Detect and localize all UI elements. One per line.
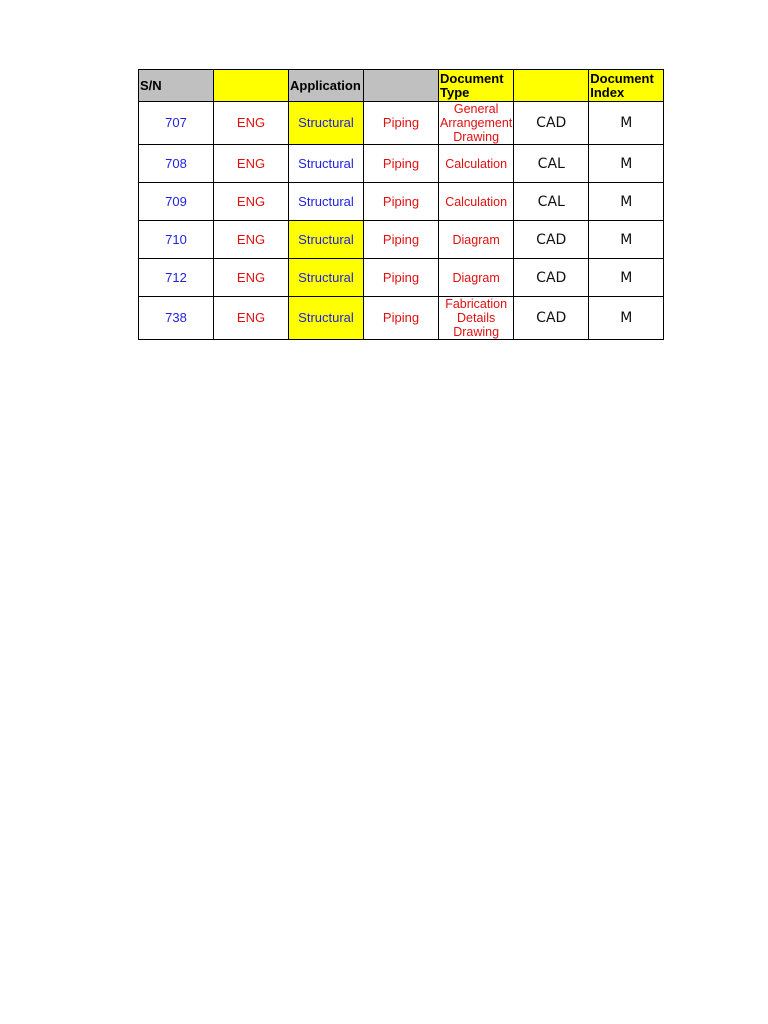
cell-sn[interactable]: 707 [139,102,214,145]
header-col6[interactable] [514,70,589,102]
cell-document-index[interactable]: M [589,221,664,259]
cell-application[interactable]: Structural [289,145,364,183]
cell-document-index[interactable]: M [589,297,664,340]
table-row [139,102,664,145]
cell-application[interactable]: Structural [289,183,364,221]
cell-sn[interactable]: 738 [139,297,214,340]
table-row [139,145,664,183]
cell-document-type[interactable]: Diagram [439,259,514,297]
table-body [139,102,664,340]
cell-document-type[interactable]: Calculation [439,145,514,183]
cell-code[interactable]: CAD [514,259,589,297]
header-document-type[interactable]: Document Type [439,70,514,102]
cell-department[interactable]: ENG [214,102,289,145]
cell-discipline[interactable]: Piping [364,145,439,183]
table-row [139,221,664,259]
header-row [139,70,664,102]
cell-sn[interactable]: 712 [139,259,214,297]
cell-sn[interactable]: 709 [139,183,214,221]
cell-document-index[interactable]: M [589,102,664,145]
cell-department[interactable]: ENG [214,183,289,221]
cell-discipline[interactable]: Piping [364,102,439,145]
cell-document-type[interactable]: Diagram [439,221,514,259]
cell-department[interactable]: ENG [214,259,289,297]
table-row [139,183,664,221]
cell-code[interactable]: CAL [514,145,589,183]
table-row [139,297,664,340]
header-sn[interactable]: S/N [139,70,214,102]
cell-code[interactable]: CAL [514,183,589,221]
cell-document-index[interactable]: M [589,259,664,297]
header-col2[interactable] [214,70,289,102]
cell-code[interactable]: CAD [514,102,589,145]
header-application[interactable]: Application [289,70,364,102]
cell-application[interactable]: Structural [289,259,364,297]
cell-discipline[interactable]: Piping [364,183,439,221]
header-document-index[interactable]: Document Index [589,70,664,102]
cell-code[interactable]: CAD [514,221,589,259]
cell-discipline[interactable]: Piping [364,297,439,340]
cell-document-index[interactable]: M [589,145,664,183]
cell-department[interactable]: ENG [214,297,289,340]
cell-document-index[interactable]: M [589,183,664,221]
document-register-table [138,69,664,340]
header-col4[interactable] [364,70,439,102]
cell-department[interactable]: ENG [214,221,289,259]
cell-discipline[interactable]: Piping [364,259,439,297]
table-row [139,259,664,297]
cell-application[interactable]: Structural [289,221,364,259]
cell-code[interactable]: CAD [514,297,589,340]
cell-sn[interactable]: 710 [139,221,214,259]
cell-document-type[interactable]: Calculation [439,183,514,221]
cell-document-type[interactable]: General Arrangement Drawing [440,102,513,144]
cell-application[interactable]: Structural [289,102,364,145]
cell-department[interactable]: ENG [214,145,289,183]
cell-application[interactable]: Structural [289,297,364,340]
cell-discipline[interactable]: Piping [364,221,439,259]
cell-sn[interactable]: 708 [139,145,214,183]
cell-document-type[interactable]: Fabrication Details Drawing [439,297,514,340]
